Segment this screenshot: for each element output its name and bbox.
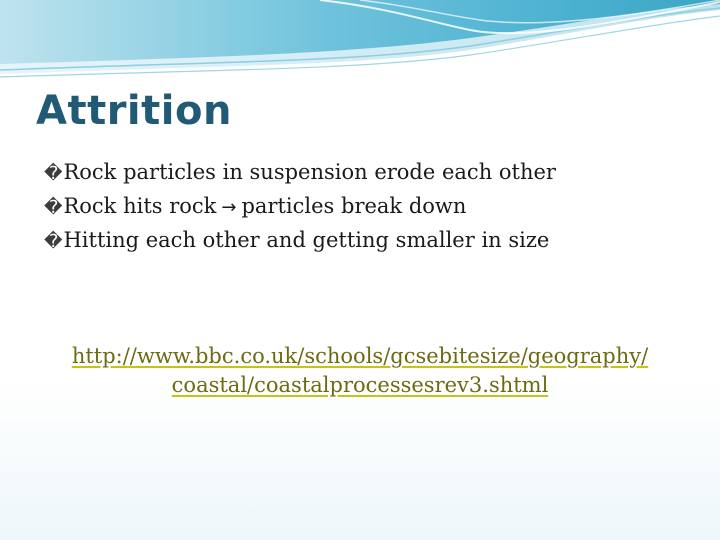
- reference-link[interactable]: [40, 342, 680, 400]
- bullet-list: [44, 156, 704, 258]
- bullet-item: [44, 190, 704, 224]
- bullet-text: particles break down: [241, 194, 467, 218]
- reference-link-line-1[interactable]: http://www.bbc.co.uk/schools/gcsebitesize/geography/: [71, 344, 649, 368]
- wave-header-decoration: [0, 0, 720, 90]
- bullet-item: [44, 156, 704, 190]
- slide-title: Attrition: [36, 88, 232, 134]
- bullet-icon: �: [44, 197, 63, 218]
- bullet-text: Rock hits rock: [63, 194, 217, 218]
- bullet-text: Hitting each other and getting smaller in size: [63, 228, 550, 252]
- reference-link-line-2[interactable]: coastal/coastalprocessesrev3.shtml: [171, 373, 549, 397]
- bullet-icon: �: [44, 231, 63, 252]
- bullet-icon: �: [44, 163, 63, 184]
- bullet-item: [44, 224, 704, 258]
- bullet-text: Rock particles in suspension erode each other: [63, 160, 556, 184]
- right-arrow-icon: →: [221, 197, 237, 218]
